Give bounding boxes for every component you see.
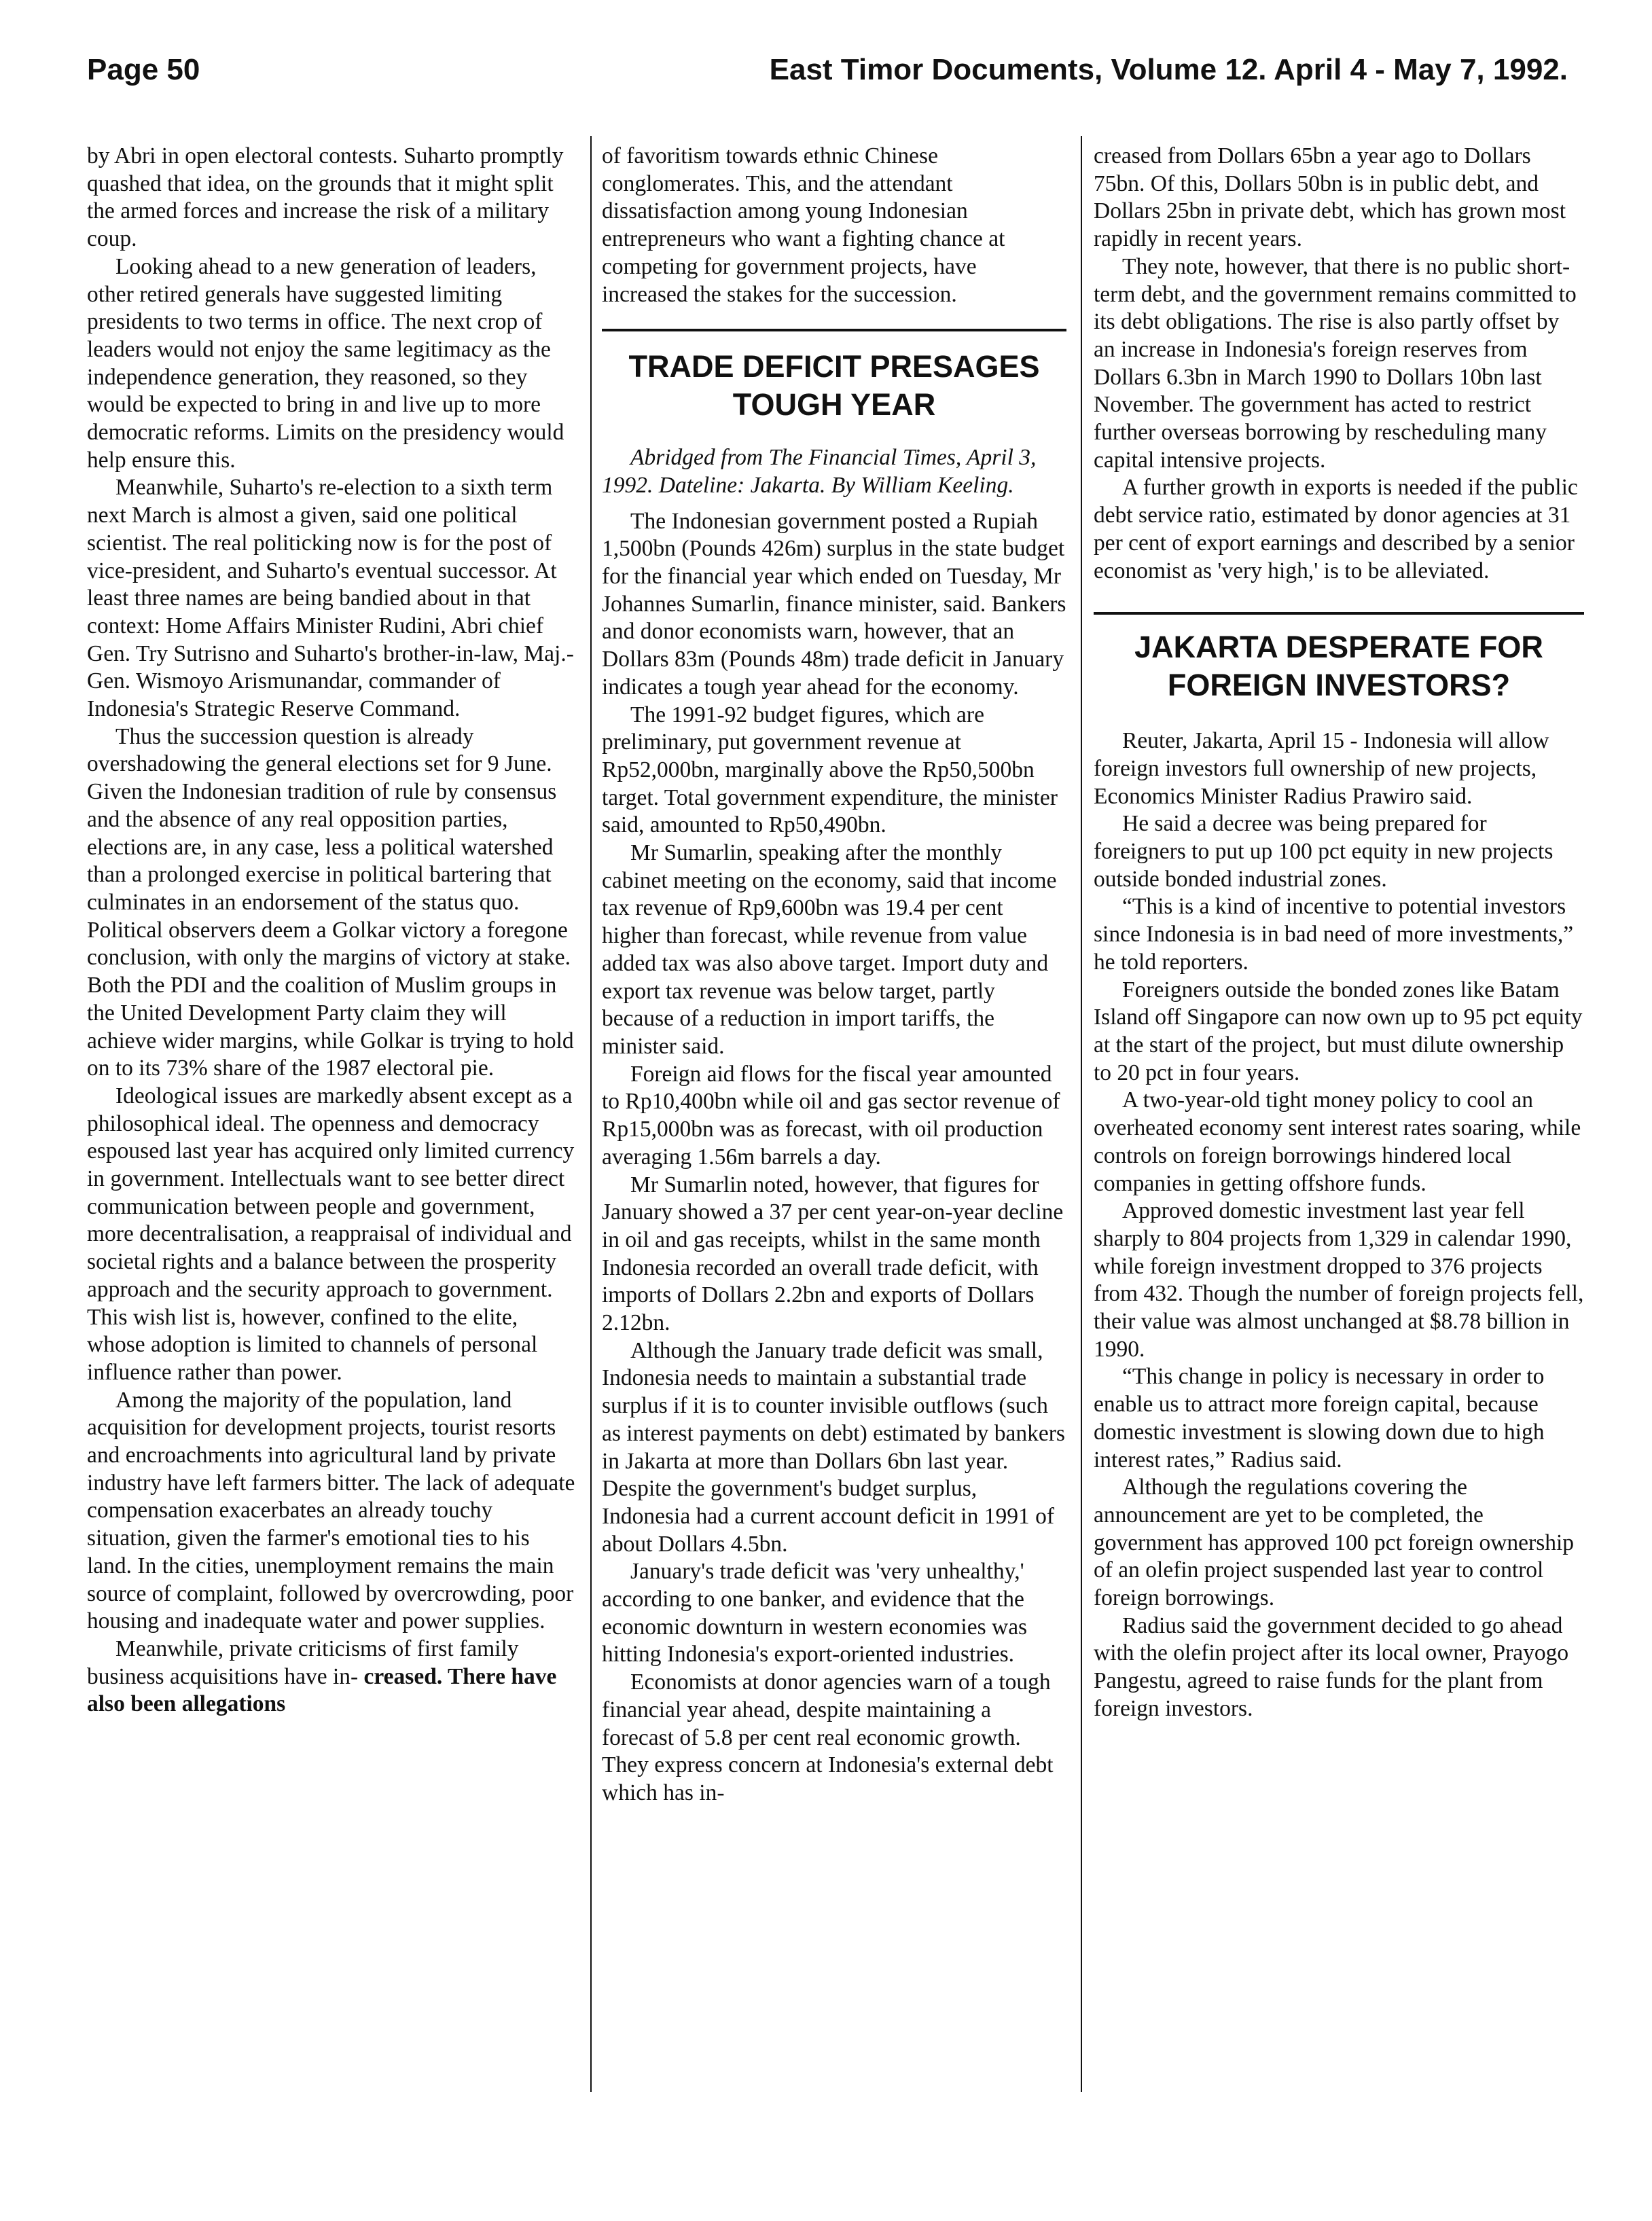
paragraph: Although the January trade deficit was small, Indonesia needs to maintain a substantial trade surplus if it is to counter invisible outflows (such as interest payments on debt) estimated by bankers in Jakarta at more than Dollars 6bn last year. Despite the government's budget surplus, Indonesia had a current account deficit in 1991 of about Dollars 4.5bn. <box>602 1337 1065 1557</box>
paragraph: He said a decree was being prepared for foreigners to put up 100 pct equity in new projects outside bonded industrial zones. <box>1094 811 1554 892</box>
article-byline: Abridged from The Financial Times, April 3, 1992. Dateline: Jakarta. By William Keeling. <box>602 445 1037 498</box>
paragraph <box>87 1636 577 1718</box>
paragraph: Looking ahead to a new generation of leaders, other retired generals have suggested limiting presidents to two terms in office. The next crop of leaders would not enjoy the same legitimacy as the independence generation, they reasoned, so they would be expected to bring in and live up to more democratic reforms. Limits on the presidency would help ensure this. <box>87 253 564 473</box>
paragraph: The Indonesian government posted a Rupiah 1,500bn (Pounds 426m) surplus in the state budget for the financial year which ended on Tuesday, Mr Johannes Sumarlin, finance minister, said. Bankers and donor economists warn, however, that an Dollars 83m (Pounds 48m) trade deficit in January indicates a tough year ahead for the economy. <box>602 508 1066 700</box>
article-headline <box>602 348 1066 424</box>
paragraph: Approved domestic investment last year fell sharply to 804 projects from 1,329 in calendar 1990, while foreign investment dropped to 376 projects from 432. Though the number of foreign projects fell, their value was almost unchanged at $8.78 billion in 1990. <box>1094 1198 1584 1362</box>
article-rule <box>1094 612 1584 615</box>
paragraph: Ideological issues are markedly absent except as a philosophical ideal. The openness and democracy espoused last year has acquired only limited currency in government. Intellectuals want to see better direct communication between people and government, more decentralisation, a reappraisal of individual and societal rights and a balance between the prosperity approach and the security approach to government. This wish list is, however, confined to the elite, whose adoption is limited to channels of personal influence rather than power. <box>87 1083 575 1385</box>
paragraph: They note, however, that there is no public short-term debt, and the government remains committed to its debt obligations. The rise is also partly offset by an increase in Indonesia's foreign reserves from Dollars 6.3bn in March 1990 to Dollars 10bn last November. The government has acted to restrict further overseas borrowing by rescheduling many capital intensive projects. <box>1094 253 1577 473</box>
paragraph: Reuter, Jakarta, April 15 - Indonesia will allow foreign investors full ownership of new projects, Economics Minister Radius Prawiro said. <box>1094 728 1549 809</box>
paragraph: A two-year-old tight money policy to cool an overheated economy sent interest rates soaring, while controls on foreign borrowings hindered local companies in getting offshore funds. <box>1094 1087 1581 1196</box>
paragraph: Economists at donor agencies warn of a tough financial year ahead, despite maintaining a forecast of 5.8 per cent real economic growth. They express concern at Indonesia's external debt which has in- <box>602 1669 1054 1805</box>
paragraph: by Abri in open electoral contests. Suharto promptly quashed that idea, on the grounds that it might split the armed forces and increase the risk of a military coup. <box>87 143 564 252</box>
headline-line: JAKARTA DESPERATE FOR <box>1134 630 1543 665</box>
paragraph: Among the majority of the population, land acquisition for development projects, tourist resorts and encroachments into agricultural land by private industry have left farmers bitter. The lack of adequate compensation exacerbates an already touchy situation, given the farmer's emotional ties to his land. In the cities, unemployment remains the main source of complaint, followed by overcrowding, poor housing and inadequate water and power supplies. <box>87 1387 575 1634</box>
column-rule-left <box>590 136 592 2092</box>
paragraph-text: Meanwhile, private criticisms of first family business acquisitions have in- <box>87 1636 519 1689</box>
paragraph-continuation: of favoritism towards ethnic Chinese conglomerates. This, and the attendant dissatisfaction among young Indonesian entrepreneurs who want a fighting chance at competing for government projects, have increased the stakes for the succession. <box>602 143 1005 307</box>
paragraph: January's trade deficit was 'very unhealthy,' according to one banker, and evidence that the economic downturn in western economies was hitting Indonesia's export-oriented industries. <box>602 1559 1028 1667</box>
paragraph: Meanwhile, Suharto's re-election to a sixth term next March is almost a given, said one political scientist. The real politicking now is for the post of vice-president, and Suharto's eventual successor. At least three names are being bandied about in that context: Home Affairs Minister Rudini, Abri chief Gen. Try Sutrisno and Suharto's brother-in-law, Maj.-Gen. Wismoyo Arismunandar, commander of Indonesia's Strategic Reserve Command. <box>87 475 574 722</box>
paragraph: “This change in policy is necessary in order to enable us to attract more foreign capital, because domestic investment is slowing down due to high interest rates,” Radius said. <box>1094 1364 1545 1473</box>
page-number: Page 50 <box>87 53 200 86</box>
paragraph: Foreigners outside the bonded zones like Batam Island off Singapore can now own up to 95 pct equity at the start of the project, but must dilute ownership to 20 pct in four years. <box>1094 977 1583 1085</box>
column-3 <box>1094 143 1584 1723</box>
paragraph: Foreign aid flows for the fiscal year amounted to Rp10,400bn while oil and gas sector revenue of Rp15,000bn was as forecast, with oil production averaging 1.56m barrels a day. <box>602 1061 1060 1170</box>
headline-line: TOUGH YEAR <box>732 387 936 422</box>
paragraph: The 1991-92 budget figures, which are preliminary, put government revenue at Rp52,000bn, marginally above the Rp50,500bn target. Total government expenditure, the minister said, amounted to Rp50,490bn. <box>602 702 1058 838</box>
paragraph: Radius said the government decided to go ahead with the olefin project after its local owner, Prayogo Pangestu, agreed to raise funds for the plant from foreign investors. <box>1094 1612 1569 1721</box>
paragraph: Mr Sumarlin, speaking after the monthly cabinet meeting on the economy, said that income tax revenue of Rp9,600bn was 19.4 per cent higher than forecast, while revenue from value added tax was also above target. Import duty and export tax revenue was below target, partly because of a reduction in import tariffs, the minister said. <box>602 840 1057 1059</box>
paragraph-continuation: creased from Dollars 65bn a year ago to Dollars 75bn. Of this, Dollars 50bn is in public debt, and Dollars 25bn in private debt, which has grown most rapidly in recent years. <box>1094 143 1566 252</box>
column-1 <box>87 143 577 1718</box>
headline-line: FOREIGN INVESTORS? <box>1167 668 1511 703</box>
paragraph-bold-tail: creased. There have also been allegations <box>87 1663 557 1717</box>
page-header <box>87 53 1568 94</box>
paragraph: Thus the succession question is already overshadowing the general elections set for 9 June. Given the Indonesian tradition of rule by consensus and the absence of any real opposition parties, elections are, in any case, less a political watershed than a prolonged exercise in political bartering that culminates in an endorsement of the status quo. Political observers deem a Golkar victory a foregone conclusion, with only the margins of victory at stake. Both the PDI and the coalition of Muslim groups in the United Development Party claim they will achieve wider margins, while Golkar is trying to hold on to its 73% share of the 1987 electoral pie. <box>87 723 574 1081</box>
paragraph: A further growth in exports is needed if the public debt service ratio, estimated by donor agencies at 31 per cent of export earnings and described by a senior economist as 'very high,' is to be alleviated. <box>1094 475 1578 583</box>
publication-title: East Timor Documents, Volume 12. April 4 - May 7, 1992. <box>769 53 1568 86</box>
paragraph: Although the regulations covering the announcement are yet to be completed, the government has approved 100 pct foreign ownership of an olefin project suspended last year to control foreign borrowings. <box>1094 1475 1575 1611</box>
paragraph: “This is a kind of incentive to potential investors since Indonesia is in bad need of more investments,” he told reporters. <box>1094 894 1574 975</box>
article-headline <box>1094 628 1584 704</box>
headline-line: TRADE DEFICIT PRESAGES <box>628 349 1040 384</box>
column-rule-right <box>1081 136 1082 2092</box>
column-2 <box>602 143 1066 1807</box>
article-rule <box>602 329 1066 331</box>
paragraph: Mr Sumarlin noted, however, that figures for January showed a 37 per cent year-on-year decline in oil and gas receipts, whilst in the same month Indonesia recorded an overall trade deficit, with imports of Dollars 2.2bn and exports of Dollars 2.12bn. <box>602 1172 1064 1336</box>
